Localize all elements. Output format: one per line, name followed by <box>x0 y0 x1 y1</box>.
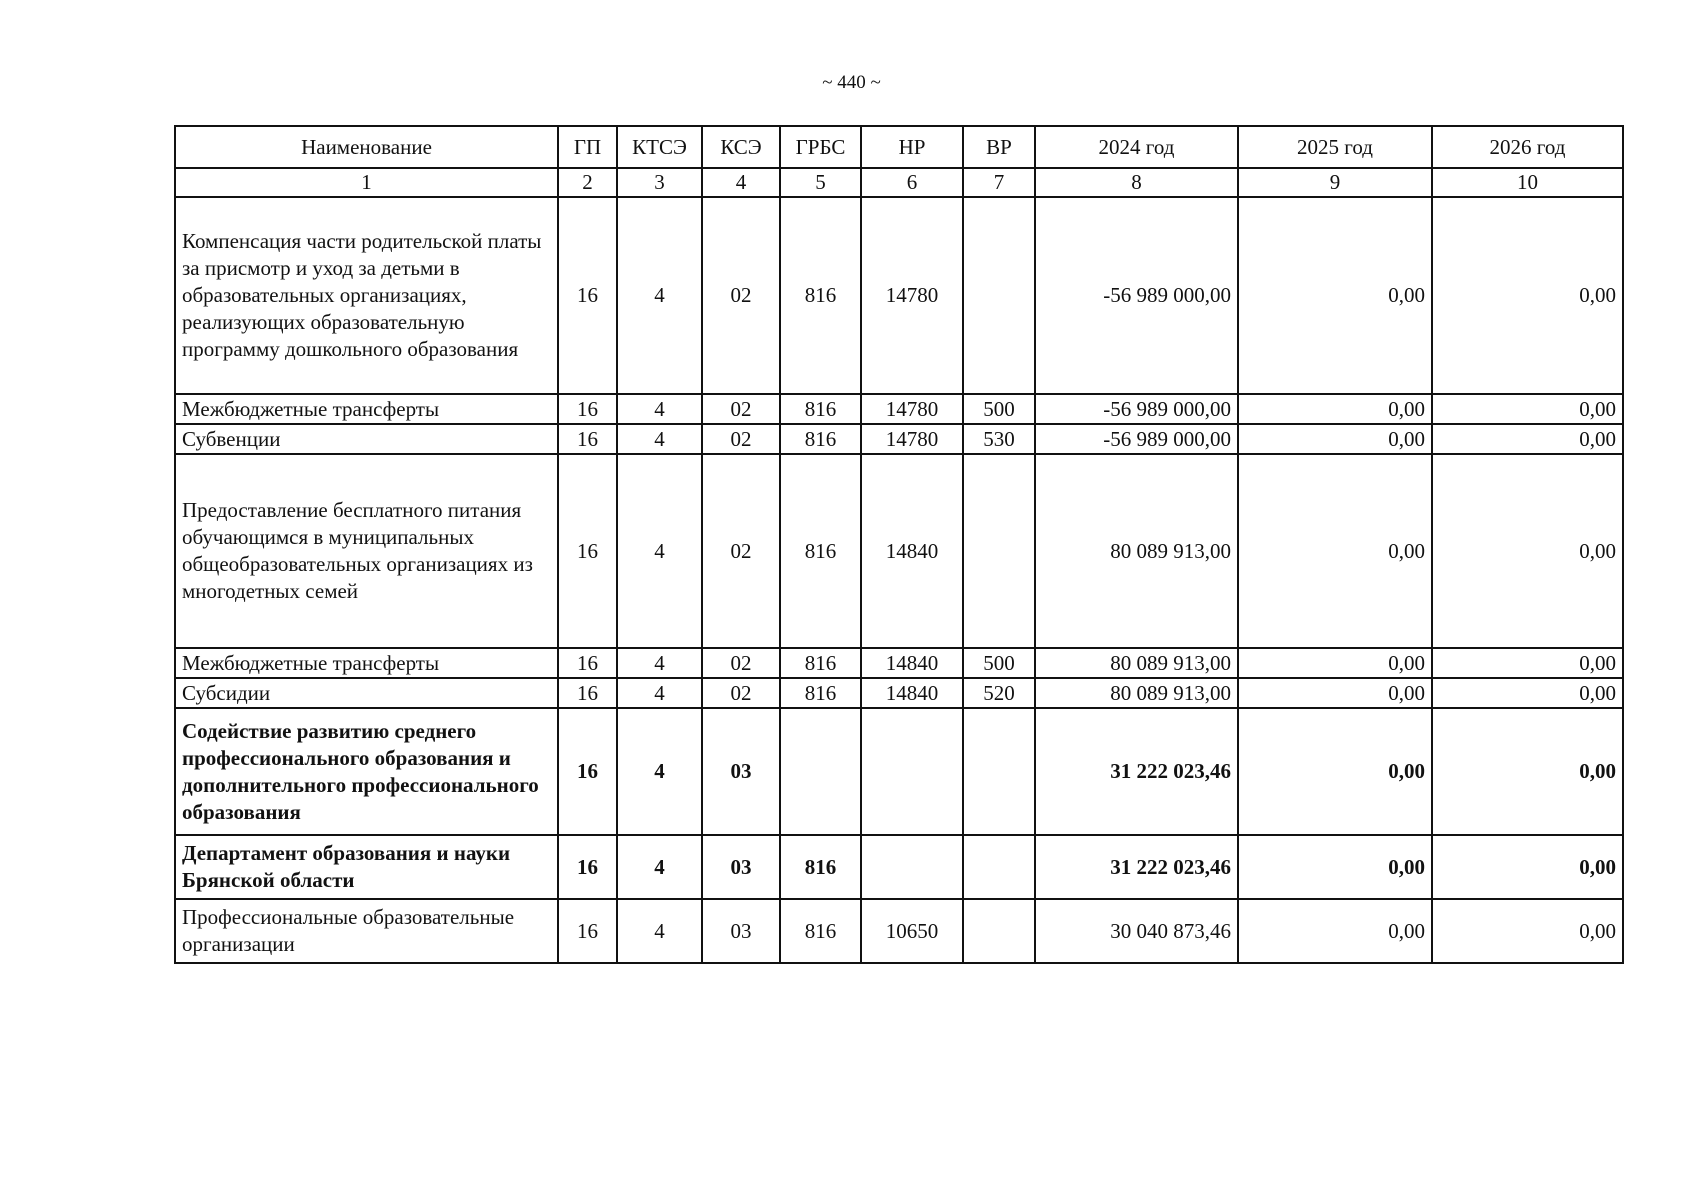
cell-2026: 0,00 <box>1432 708 1623 835</box>
cell-vr <box>963 197 1035 394</box>
cell-kse: 02 <box>702 648 780 678</box>
cell-gp: 16 <box>558 454 617 648</box>
cell-gp: 16 <box>558 678 617 708</box>
header-ktse: КТСЭ <box>617 126 702 168</box>
cell-nr: 14840 <box>861 678 963 708</box>
cell-kse: 03 <box>702 708 780 835</box>
cell-2024: -56 989 000,00 <box>1035 394 1238 424</box>
cell-gp: 16 <box>558 394 617 424</box>
table-row <box>175 678 1623 708</box>
table-row <box>175 394 1623 424</box>
cell-ktse: 4 <box>617 708 702 835</box>
cell-2024: -56 989 000,00 <box>1035 424 1238 454</box>
table-row <box>175 648 1623 678</box>
cell-ktse: 4 <box>617 648 702 678</box>
table-row <box>175 899 1623 963</box>
table-row <box>175 708 1623 835</box>
cell-2026: 0,00 <box>1432 678 1623 708</box>
cell-grbs: 816 <box>780 678 861 708</box>
cell-2026: 0,00 <box>1432 899 1623 963</box>
cell-2024: 31 222 023,46 <box>1035 708 1238 835</box>
page-number: ~ 440 ~ <box>822 72 881 93</box>
table-row <box>175 424 1623 454</box>
cell-name: Содействие развитию среднего профессионального образования и дополнительного профессионального образования <box>175 708 558 835</box>
cell-2025: 0,00 <box>1238 394 1432 424</box>
cell-gp: 16 <box>558 197 617 394</box>
cell-grbs: 816 <box>780 454 861 648</box>
cell-grbs <box>780 708 861 835</box>
cell-nr <box>861 708 963 835</box>
header-gp: ГП <box>558 126 617 168</box>
cell-2026: 0,00 <box>1432 394 1623 424</box>
cell-vr <box>963 454 1035 648</box>
cell-2025: 0,00 <box>1238 454 1432 648</box>
header-nr: НР <box>861 126 963 168</box>
cell-kse: 02 <box>702 424 780 454</box>
table-row <box>175 835 1623 899</box>
cell-gp: 16 <box>558 424 617 454</box>
cell-kse: 03 <box>702 899 780 963</box>
cell-2026: 0,00 <box>1432 197 1623 394</box>
column-number-row <box>175 168 1623 197</box>
cell-ktse: 4 <box>617 394 702 424</box>
cell-grbs: 816 <box>780 424 861 454</box>
cell-name: Межбюджетные трансферты <box>175 394 558 424</box>
cell-gp: 16 <box>558 835 617 899</box>
column-number: 9 <box>1238 168 1432 197</box>
cell-kse: 02 <box>702 678 780 708</box>
cell-2025: 0,00 <box>1238 899 1432 963</box>
cell-kse: 03 <box>702 835 780 899</box>
header-2026: 2026 год <box>1432 126 1623 168</box>
header-vr: ВР <box>963 126 1035 168</box>
header-row <box>175 126 1623 168</box>
cell-2025: 0,00 <box>1238 678 1432 708</box>
cell-kse: 02 <box>702 454 780 648</box>
cell-ktse: 4 <box>617 197 702 394</box>
cell-2025: 0,00 <box>1238 197 1432 394</box>
cell-2026: 0,00 <box>1432 648 1623 678</box>
cell-gp: 16 <box>558 708 617 835</box>
header-2025: 2025 год <box>1238 126 1432 168</box>
cell-vr: 530 <box>963 424 1035 454</box>
header-name: Наименование <box>175 126 558 168</box>
column-number: 4 <box>702 168 780 197</box>
cell-ktse: 4 <box>617 424 702 454</box>
cell-2024: 31 222 023,46 <box>1035 835 1238 899</box>
cell-ktse: 4 <box>617 899 702 963</box>
cell-nr: 14780 <box>861 197 963 394</box>
column-number: 3 <box>617 168 702 197</box>
header-kse: КСЭ <box>702 126 780 168</box>
column-number: 7 <box>963 168 1035 197</box>
cell-gp: 16 <box>558 899 617 963</box>
cell-nr: 14840 <box>861 454 963 648</box>
cell-vr <box>963 835 1035 899</box>
cell-grbs: 816 <box>780 197 861 394</box>
cell-2024: 80 089 913,00 <box>1035 454 1238 648</box>
cell-name: Департамент образования и науки Брянской области <box>175 835 558 899</box>
cell-2024: 80 089 913,00 <box>1035 678 1238 708</box>
column-number: 10 <box>1432 168 1623 197</box>
cell-2025: 0,00 <box>1238 648 1432 678</box>
cell-vr <box>963 708 1035 835</box>
cell-nr <box>861 835 963 899</box>
cell-2024: 30 040 873,46 <box>1035 899 1238 963</box>
cell-name: Профессиональные образовательные организации <box>175 899 558 963</box>
cell-grbs: 816 <box>780 835 861 899</box>
cell-vr: 500 <box>963 648 1035 678</box>
cell-grbs: 816 <box>780 648 861 678</box>
budget-table <box>174 125 1624 964</box>
cell-2025: 0,00 <box>1238 424 1432 454</box>
column-number: 1 <box>175 168 558 197</box>
cell-name: Субвенции <box>175 424 558 454</box>
cell-2024: 80 089 913,00 <box>1035 648 1238 678</box>
cell-ktse: 4 <box>617 454 702 648</box>
cell-nr: 14840 <box>861 648 963 678</box>
cell-kse: 02 <box>702 197 780 394</box>
cell-2026: 0,00 <box>1432 424 1623 454</box>
column-number: 5 <box>780 168 861 197</box>
cell-ktse: 4 <box>617 835 702 899</box>
table-row <box>175 197 1623 394</box>
cell-name: Компенсация части родительской платы за присмотр и уход за детьми в образовательных организациях, реализующих образовательную программу дошкольного образования <box>175 197 558 394</box>
cell-name: Предоставление бесплатного питания обучающимся в муниципальных общеобразовательных организациях из многодетных семей <box>175 454 558 648</box>
cell-2026: 0,00 <box>1432 835 1623 899</box>
cell-vr <box>963 899 1035 963</box>
header-grbs: ГРБС <box>780 126 861 168</box>
cell-gp: 16 <box>558 648 617 678</box>
column-number: 8 <box>1035 168 1238 197</box>
header-2024: 2024 год <box>1035 126 1238 168</box>
cell-ktse: 4 <box>617 678 702 708</box>
cell-name: Субсидии <box>175 678 558 708</box>
table-row <box>175 454 1623 648</box>
cell-kse: 02 <box>702 394 780 424</box>
cell-2025: 0,00 <box>1238 708 1432 835</box>
cell-2026: 0,00 <box>1432 454 1623 648</box>
cell-2025: 0,00 <box>1238 835 1432 899</box>
column-number: 2 <box>558 168 617 197</box>
cell-nr: 14780 <box>861 424 963 454</box>
cell-nr: 10650 <box>861 899 963 963</box>
column-number: 6 <box>861 168 963 197</box>
cell-vr: 520 <box>963 678 1035 708</box>
cell-grbs: 816 <box>780 394 861 424</box>
cell-2024: -56 989 000,00 <box>1035 197 1238 394</box>
cell-nr: 14780 <box>861 394 963 424</box>
cell-vr: 500 <box>963 394 1035 424</box>
cell-name: Межбюджетные трансферты <box>175 648 558 678</box>
cell-grbs: 816 <box>780 899 861 963</box>
